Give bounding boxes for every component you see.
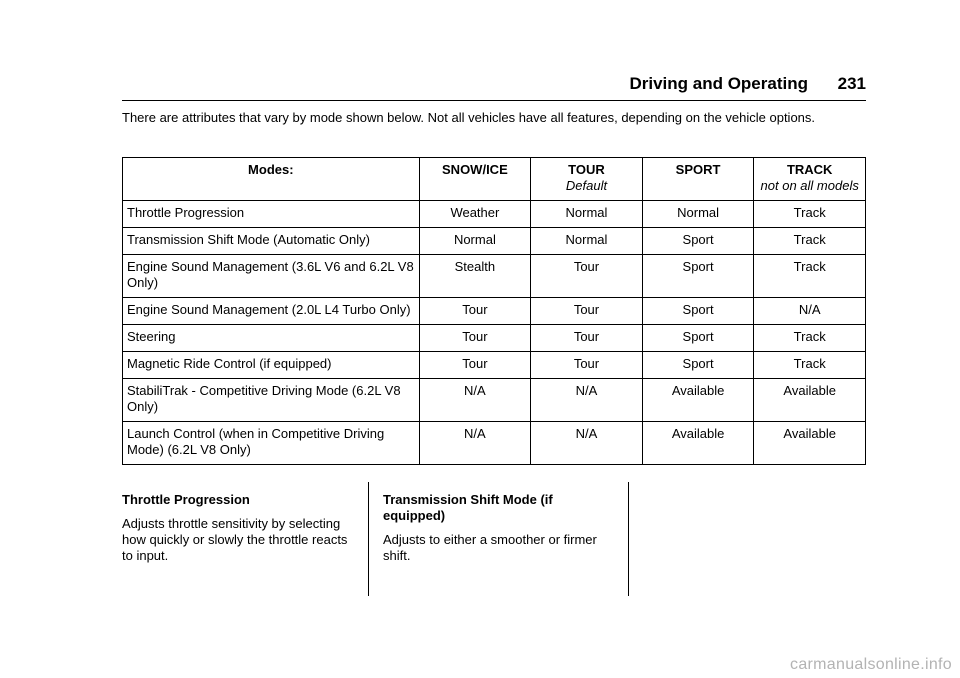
value-cell: Tour	[419, 352, 531, 379]
table-row	[123, 325, 866, 352]
header-sport: SPORT	[642, 158, 754, 201]
value-cell: Available	[642, 379, 754, 422]
intro-paragraph: There are attributes that vary by mode shown below. Not all vehicles have all features, depending on the vehicle options.	[122, 110, 816, 125]
value-cell: Tour	[531, 352, 643, 379]
value-cell: Weather	[419, 201, 531, 228]
header-modes: Modes:	[123, 158, 420, 201]
value-cell: Sport	[642, 298, 754, 325]
transmission-heading: Transmission Shift Mode (if equipped)	[383, 492, 553, 523]
feature-cell: Engine Sound Management (3.6L V6 and 6.2L V8 Only)	[123, 255, 420, 298]
transmission-description: Adjusts to either a smoother or firmer shift.	[383, 532, 597, 563]
value-cell: Normal	[419, 228, 531, 255]
table-row	[123, 379, 866, 422]
value-cell: Normal	[642, 201, 754, 228]
throttle-heading: Throttle Progression	[122, 492, 250, 507]
value-cell: Track	[754, 255, 866, 298]
value-cell: Available	[754, 379, 866, 422]
column-divider	[628, 482, 629, 596]
value-cell: Tour	[419, 298, 531, 325]
feature-cell: Steering	[123, 325, 420, 352]
modes-table	[122, 157, 866, 465]
table-row	[123, 228, 866, 255]
value-cell: Sport	[642, 255, 754, 298]
feature-cell: Magnetic Ride Control (if equipped)	[123, 352, 420, 379]
value-cell: Tour	[419, 325, 531, 352]
header-snow-ice: SNOW/ICE	[419, 158, 531, 201]
value-cell: Track	[754, 325, 866, 352]
value-cell: Tour	[531, 255, 643, 298]
column-divider	[368, 482, 369, 596]
table-row	[123, 255, 866, 298]
table-row	[123, 352, 866, 379]
feature-cell: Throttle Progression	[123, 201, 420, 228]
value-cell: Available	[642, 422, 754, 465]
table-header-row	[123, 158, 866, 201]
value-cell: Track	[754, 352, 866, 379]
page-header	[122, 70, 866, 101]
value-cell: Track	[754, 201, 866, 228]
section-title: Driving and Operating	[629, 74, 808, 93]
table-row	[123, 422, 866, 465]
value-cell: Sport	[642, 352, 754, 379]
feature-cell: StabiliTrak - Competitive Driving Mode (6.2L V8 Only)	[123, 379, 420, 422]
watermark: carmanualsonline.info	[790, 656, 952, 673]
value-cell: Tour	[531, 298, 643, 325]
value-cell: N/A	[419, 379, 531, 422]
value-cell: Available	[754, 422, 866, 465]
transmission-section	[383, 492, 613, 564]
value-cell: Stealth	[419, 255, 531, 298]
value-cell: N/A	[419, 422, 531, 465]
value-cell: Track	[754, 228, 866, 255]
feature-cell: Launch Control (when in Competitive Driving Mode) (6.2L V8 Only)	[123, 422, 420, 465]
header-tour: TOUR Default	[531, 158, 643, 201]
value-cell: Normal	[531, 201, 643, 228]
header-track: TRACK not on all models	[754, 158, 866, 201]
value-cell: N/A	[531, 422, 643, 465]
value-cell: Tour	[531, 325, 643, 352]
value-cell: Normal	[531, 228, 643, 255]
feature-cell: Transmission Shift Mode (Automatic Only)	[123, 228, 420, 255]
throttle-description: Adjusts throttle sensitivity by selecting how quickly or slowly the throttle reacts to input.	[122, 516, 348, 563]
table-row	[123, 201, 866, 228]
value-cell: Sport	[642, 228, 754, 255]
value-cell: N/A	[754, 298, 866, 325]
value-cell: N/A	[531, 379, 643, 422]
feature-cell: Engine Sound Management (2.0L L4 Turbo Only)	[123, 298, 420, 325]
throttle-section	[122, 492, 352, 564]
page-number: 231	[837, 74, 866, 93]
value-cell: Sport	[642, 325, 754, 352]
table-row	[123, 298, 866, 325]
